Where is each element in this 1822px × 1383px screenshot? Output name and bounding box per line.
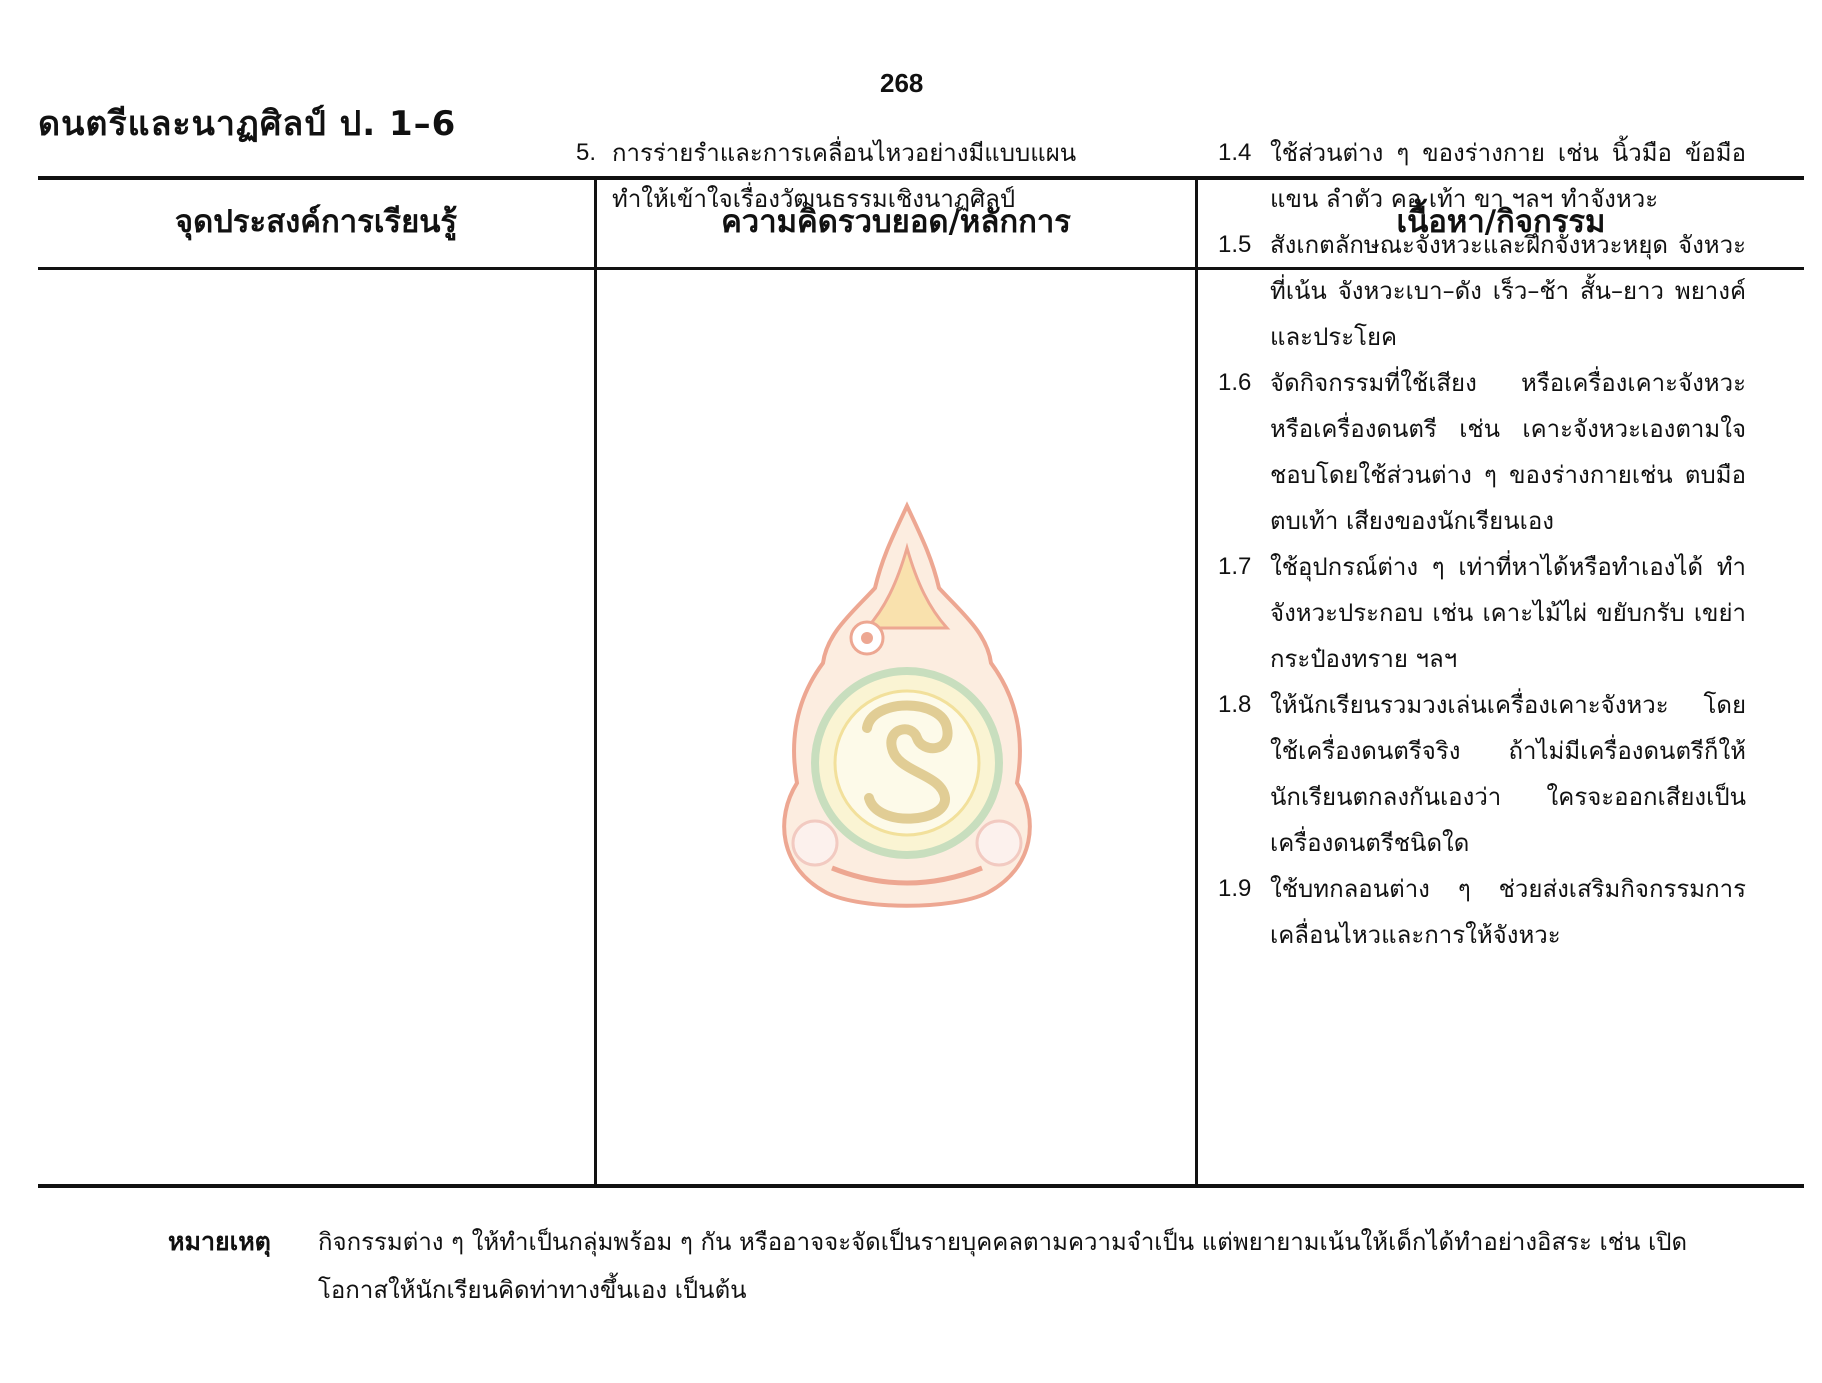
footnote bbox=[168, 1218, 1708, 1314]
activity-text: สังเกตลักษณะจังหวะและฝึกจังหวะหยุด จังหวะที่เน้น จังหวะเบา–ดัง เร็ว–ช้า สั้น–ยาว พยางค์ และประโยค bbox=[1270, 231, 1746, 351]
activity-item bbox=[1218, 222, 1746, 360]
activity-text: ให้นักเรียนรวมวงเล่นเครื่องเคาะจังหวะ โดยใช้เครื่องดนตรีจริง ถ้าไม่มีเครื่องดนตรีก็ให้นักเรียนตกลงกันเองว่า ใครจะออกเสียงเป็นเครื่องดนตรีชนิดใด bbox=[1270, 691, 1746, 857]
footnote-label: หมายเหตุ bbox=[168, 1227, 271, 1256]
header-concepts: ความคิดรวบยอด/หลักการ bbox=[721, 204, 1071, 240]
header-objectives: จุดประสงค์การเรียนรู้ bbox=[174, 204, 458, 240]
footnote-text: กิจกรรมต่าง ๆ ให้ทำเป็นกลุ่มพร้อม ๆ กัน หรืออาจจะจัดเป็นรายบุคคลตามความจำเป็น แต่พยายามเน้นให้เด็กได้ทำอย่างอิสระ เช่น เปิดโอกาสให้นักเรียนคิดท่าทางขึ้นเอง เป็นต้น bbox=[318, 1228, 1688, 1304]
concept-column bbox=[576, 130, 1136, 222]
column-divider bbox=[1195, 176, 1198, 1188]
concept-text: การร่ายรำและการเคลื่อนไหวอย่างมีแบบแผน ทำให้เข้าใจเรื่องวัฒนธรรมเชิงนาฏศิลป์ bbox=[612, 139, 1077, 213]
activity-text: ใช้บทกลอนต่าง ๆ ช่วยส่งเสริมกิจกรรมการเคลื่อนไหวและการให้จังหวะ bbox=[1270, 875, 1746, 949]
header-activities: เนื้อหา/กิจกรรม bbox=[1396, 204, 1606, 240]
concept-item bbox=[576, 130, 1136, 222]
activity-number: 1.5 bbox=[1218, 231, 1252, 258]
activity-number: 1.7 bbox=[1218, 553, 1252, 580]
activity-text: ใช้อุปกรณ์ต่าง ๆ เท่าที่หาได้หรือทำเองได้ ทำจังหวะประกอบ เช่น เคาะไม้ไผ่ ขยับกรับ เขย่ากระป๋องทราย ฯลฯ bbox=[1270, 553, 1746, 673]
obec-seal-icon bbox=[756, 498, 1058, 918]
activity-number: 1.8 bbox=[1218, 691, 1252, 718]
activities-column bbox=[1218, 130, 1746, 958]
activity-item bbox=[1218, 544, 1746, 682]
subject-title: ดนตรีและนาฏศิลป์ ป. 1–6 bbox=[38, 104, 457, 144]
table-bottom-rule bbox=[38, 1184, 1804, 1188]
activity-item bbox=[1218, 682, 1746, 866]
column-divider bbox=[594, 176, 597, 1188]
activity-text: ใช้ส่วนต่าง ๆ ของร่างกาย เช่น นิ้วมือ ข้อมือ แขน ลำตัว คอ เท้า ขา ฯลฯ ทำจังหวะ bbox=[1270, 139, 1746, 213]
activity-item bbox=[1218, 360, 1746, 544]
activity-number: 1.4 bbox=[1218, 139, 1252, 166]
page-number: 268 bbox=[880, 68, 924, 98]
concept-number: 5. bbox=[576, 139, 597, 166]
activity-item bbox=[1218, 866, 1746, 958]
activity-text: จัดกิจกรรมที่ใช้เสียง หรือเครื่องเคาะจังหวะ หรือเครื่องดนตรี เช่น เคาะจังหวะเองตามใจชอบโดยใช้ส่วนต่าง ๆ ของร่างกายเช่น ตบมือ ตบเท้า เสียงของนักเรียนเอง bbox=[1270, 369, 1746, 535]
activity-number: 1.9 bbox=[1218, 875, 1252, 902]
activity-number: 1.6 bbox=[1218, 369, 1252, 396]
activity-item bbox=[1218, 130, 1746, 222]
